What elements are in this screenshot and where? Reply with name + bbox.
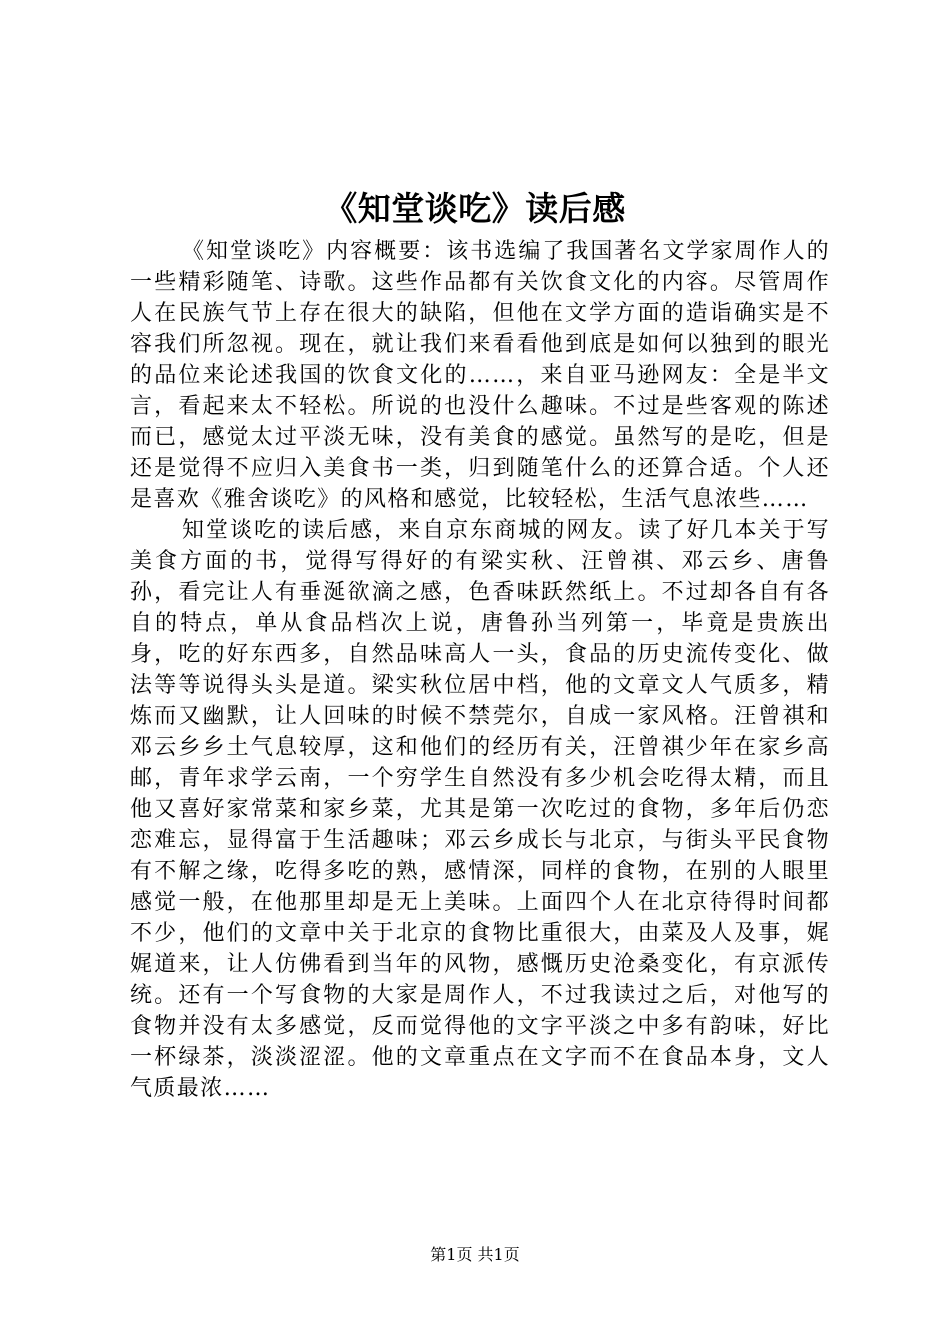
page-footer: 第1页 共1页: [430, 1245, 520, 1264]
document-body: [130, 236, 830, 1104]
paragraph-1: 《知堂谈吃》内容概要：该书选编了我国著名文学家周作人的一些精彩随笔、诗歌。这些作品都有关饮食文化的内容。尽管周作人在民族气节上存在很大的缺陷，但他在文学方面的造诣确实是不容我们所忽视。现在，就让我们来看看他到底是如何以独到的眼光的品位来论述我国的饮食文化的……，来自亚马逊网友：全是半文言，看起来太不轻松。所说的也没什么趣味。不过是些客观的陈述而已，感觉太过平淡无味，没有美食的感觉。虽然写的是吃，但是还是觉得不应归入美食书一类，归到随笔什么的还算合适。个人还是喜欢《雅舍谈吃》的风格和感觉，比较轻松，生活气息浓些……: [130, 239, 830, 512]
document-title: 《知堂谈吃》读后感: [324, 189, 626, 228]
paragraph-2: 知堂谈吃的读后感，来自京东商城的网友。读了好几本关于写美食方面的书，觉得写得好的有梁实秋、汪曾祺、邓云乡、唐鲁孙，看完让人有垂涎欲滴之感，色香味跃然纸上。不过却各自有各自的特点，单从食品档次上说，唐鲁孙当列第一，毕竟是贵族出身，吃的好东西多，自然品味高人一头，食品的历史流传变化、做法等等说得头头是道。梁实秋位居中档，他的文章文人气质多，精炼而又幽默，让人回味的时候不禁莞尔，自成一家风格。汪曾祺和邓云乡乡土气息较厚，这和他们的经历有关，汪曾祺少年在家乡高邮，青年求学云南，一个穷学生自然没有多少机会吃得太精，而且他又喜好家常菜和家乡菜，尤其是第一次吃过的食物，多年后仍恋恋难忘，显得富于生活趣味；邓云乡成长与北京，与街头平民食物有不解之缘，吃得多吃的熟，感情深，同样的食物，在别的人眼里感觉一般，在他那里却是无上美味。上面四个人在北京待得时间都不少，他们的文章中关于北京的食物比重很大，由菜及人及事，娓娓道来，让人仿佛看到当年的风物，感慨历史沧桑变化，有京派传统。还有一个写食物的大家是周作人，不过我读过之后，对他写的食物并没有太多感觉，反而觉得他的文字平淡之中多有韵味，好比一杯绿茶，淡淡涩涩。他的文章重点在文字而不在食品本身，文人气质最浓……: [130, 518, 830, 1101]
